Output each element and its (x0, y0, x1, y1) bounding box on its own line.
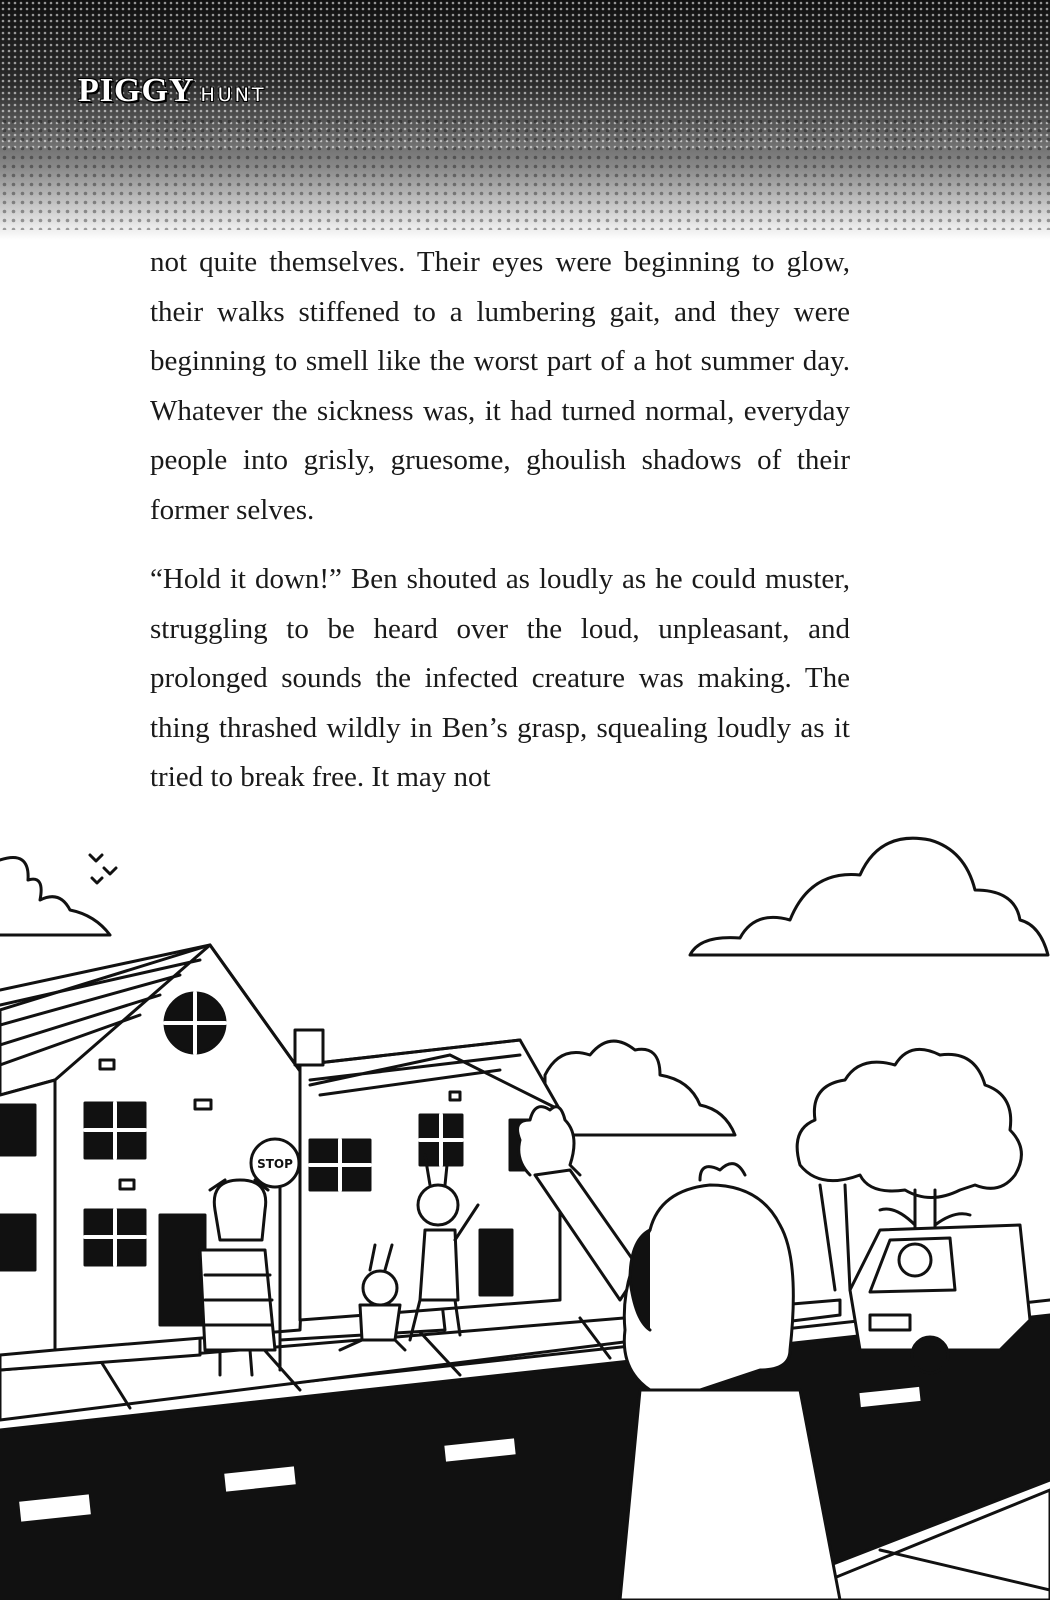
halftone-header-band (0, 0, 1050, 240)
street-scene-illustration (0, 830, 1050, 1600)
cloud-left (0, 858, 110, 936)
birds (90, 855, 116, 883)
page-header (0, 0, 1050, 240)
brand-title: PIGGY (78, 72, 195, 109)
cloud-middle (545, 1041, 735, 1135)
stop-sign-text: STOP (257, 1157, 293, 1171)
paragraph: not quite themselves. Their eyes were beginning to glow, their walks stiffened to a lumbering gait, and they were beginning to smell like the worst part of a hot summer day. Whatever the sickness was, it had turned normal, everyday people into grisly, gruesome, ghoulish shadows of their former selves. (150, 246, 850, 526)
book-brand-logo (78, 72, 266, 110)
story-text (150, 238, 850, 803)
paragraph: “Hold it down!” Ben shouted as loudly as he could muster, struggling to be heard over the loud, unpleasant, and prolonged sounds the infected creature was making. The thing thrashed wildly in Ben’s grasp, squealing loudly as it tried to break free. It may not (150, 563, 850, 793)
brand-subtitle: HUNT (200, 84, 267, 106)
cloud-right (690, 838, 1048, 955)
